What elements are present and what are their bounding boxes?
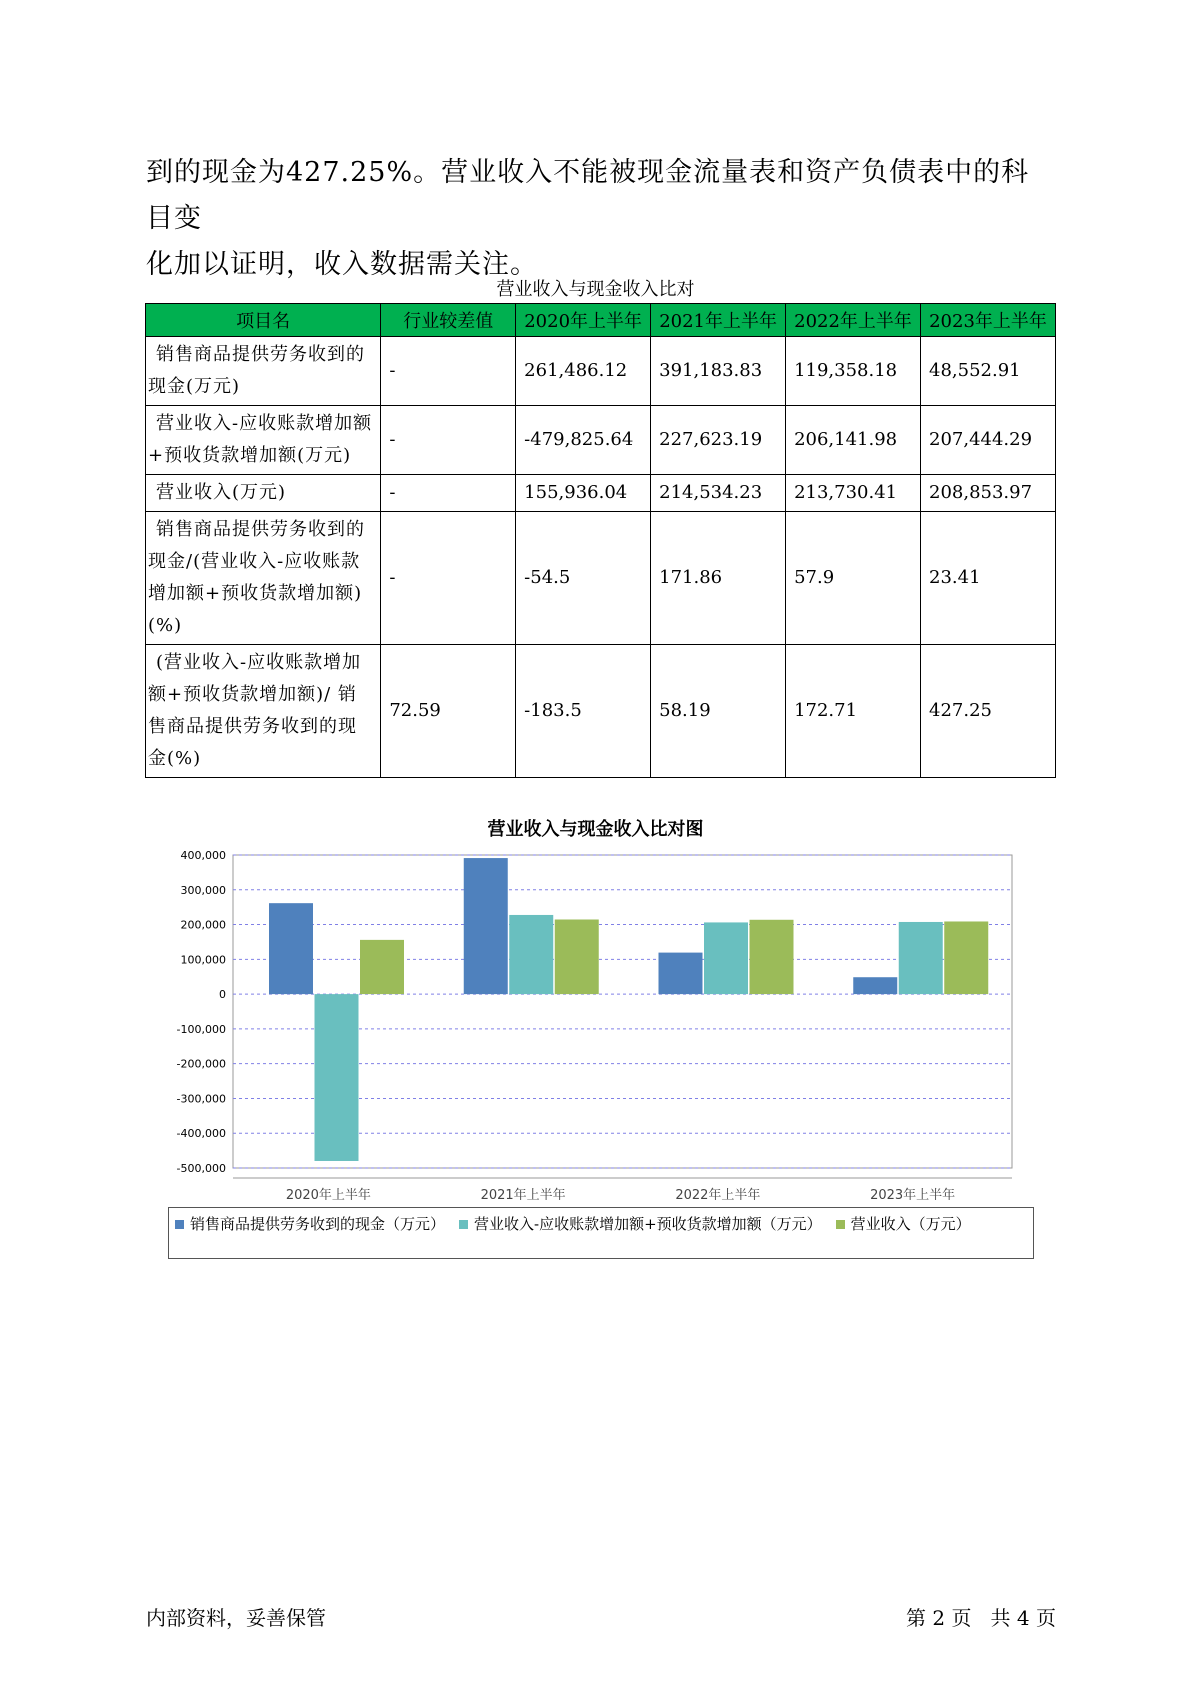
table-cell: 391,183.83: [651, 337, 786, 406]
legend-item: [459, 1212, 822, 1236]
table-cell: 58.19: [651, 645, 786, 778]
bar: [315, 994, 359, 1161]
legend-swatch: [836, 1220, 845, 1229]
x-tick-label: 2021年上半年: [480, 1188, 566, 1200]
bar: [899, 922, 943, 994]
table-cell: 23.41: [921, 512, 1056, 645]
table-cell: 427.25: [921, 645, 1056, 778]
footer-page-number: 第 2 页 共 4 页: [906, 1606, 1056, 1630]
legend-swatch: [175, 1220, 184, 1229]
y-tick-label: 100,000: [180, 953, 226, 967]
table-cell: 207,444.29: [921, 406, 1056, 475]
row-label: 销售商品提供劳务收到的现金/(营业收入-应收账款增加额+预收货款增加额)(%): [146, 512, 381, 645]
table-cell: -: [381, 337, 516, 406]
bar: [555, 920, 599, 995]
header-cell: 行业较差值: [381, 304, 516, 337]
table-cell: 155,936.04: [516, 475, 651, 512]
bar: [360, 940, 404, 994]
header-cell: 2023年上半年: [921, 304, 1056, 337]
row-label: 销售商品提供劳务收到的现金(万元): [146, 337, 381, 406]
table-cell: 214,534.23: [651, 475, 786, 512]
table-cell: 72.59: [381, 645, 516, 778]
table-cell: 208,853.97: [921, 475, 1056, 512]
bar: [269, 903, 313, 994]
footer-left: 内部资料，妥善保管: [146, 1606, 326, 1630]
bar: [750, 920, 794, 994]
bar: [704, 922, 748, 994]
legend-label: 营业收入-应收账款增加额+预收货款增加额（万元）: [474, 1215, 822, 1233]
y-tick-label: 200,000: [180, 918, 226, 932]
y-tick-label: -100,000: [176, 1022, 226, 1036]
table-cell: 172.71: [786, 645, 921, 778]
legend-item: [175, 1212, 445, 1236]
y-tick-label: 300,000: [180, 883, 226, 897]
table-title: 营业收入与现金收入比对: [496, 279, 695, 300]
table-cell: -54.5: [516, 512, 651, 645]
x-tick-label: 2022年上半年: [675, 1188, 761, 1200]
chart-title: 营业收入与现金收入比对图: [487, 819, 704, 840]
bar: [509, 915, 553, 994]
legend-swatch: [459, 1220, 468, 1229]
table-cell: 119,358.18: [786, 337, 921, 406]
table-cell: 206,141.98: [786, 406, 921, 475]
paragraph-line-2: 化加以证明，收入数据需关注。: [146, 249, 538, 280]
table-cell: -: [381, 406, 516, 475]
chart-legend: [168, 1207, 1034, 1259]
y-tick-label: -500,000: [176, 1162, 226, 1175]
x-tick-label: 2020年上半年: [285, 1188, 371, 1200]
table-cell: -479,825.64: [516, 406, 651, 475]
header-cell: 2022年上半年: [786, 304, 921, 337]
y-tick-label: -400,000: [176, 1127, 226, 1141]
bar: [944, 921, 988, 994]
row-label: (营业收入-应收账款增加额+预收货款增加额)/ 销售商品提供劳务收到的现金(%): [146, 645, 381, 778]
bar: [853, 977, 897, 994]
header-cell: 2020年上半年: [516, 304, 651, 337]
bar: [464, 858, 508, 994]
table-cell: 213,730.41: [786, 475, 921, 512]
table-cell: -: [381, 512, 516, 645]
y-tick-label: 400,000: [180, 849, 226, 862]
x-tick-label: 2023年上半年: [870, 1188, 956, 1200]
table-cell: 227,623.19: [651, 406, 786, 475]
table-cell: 171.86: [651, 512, 786, 645]
table-cell: 57.9: [786, 512, 921, 645]
paragraph-line-1: 到的现金为427.25%。营业收入不能被现金流量表和资产负债表中的科目变: [146, 157, 1030, 234]
table-cell: 261,486.12: [516, 337, 651, 406]
table-cell: 48,552.91: [921, 337, 1056, 406]
legend-label: 营业收入（万元）: [850, 1215, 971, 1233]
row-label: 营业收入(万元): [146, 475, 381, 512]
row-label: 营业收入-应收账款增加额+预收货款增加额(万元): [146, 406, 381, 475]
table-cell: -183.5: [516, 645, 651, 778]
header-cell: 2021年上半年: [651, 304, 786, 337]
y-tick-label: 0: [219, 988, 226, 1002]
header-cell: 项目名: [146, 304, 381, 337]
legend-item: [836, 1212, 971, 1236]
legend-label: 销售商品提供劳务收到的现金（万元）: [190, 1215, 446, 1233]
y-tick-label: -300,000: [176, 1092, 226, 1106]
table-cell: -: [381, 475, 516, 512]
y-tick-label: -200,000: [176, 1057, 226, 1071]
bar: [659, 953, 703, 995]
